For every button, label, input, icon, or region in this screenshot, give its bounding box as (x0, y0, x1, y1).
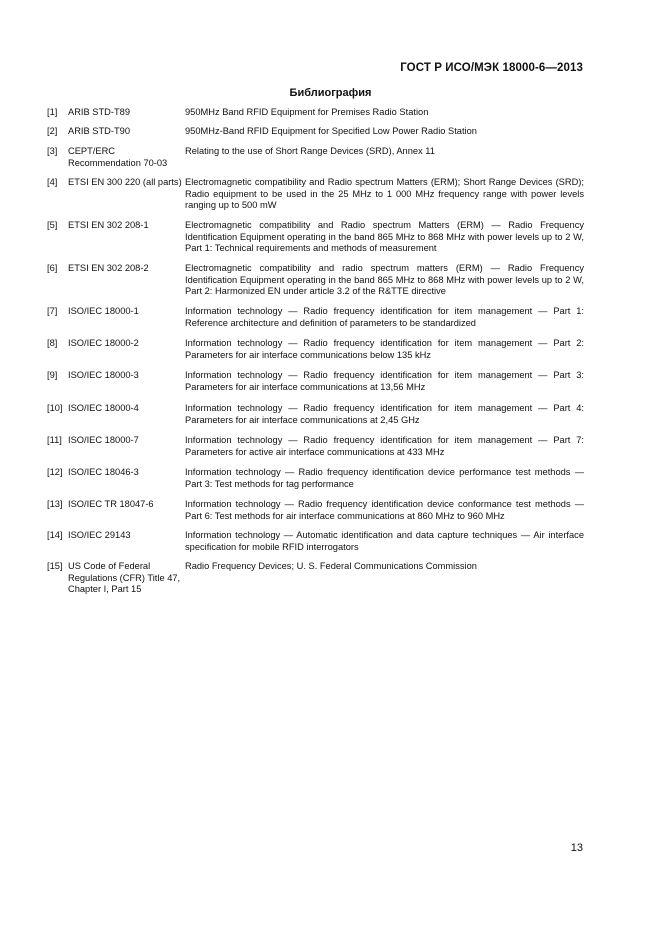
entry-description: 950MHz Band RFID Equipment for Premises Radio Station (185, 107, 429, 117)
entry-number: [15] (47, 561, 63, 571)
entry-description: Information technology — Radio frequency identification device performance test methods — Part 3: Test methods for tag performance (185, 467, 584, 489)
bibliography-entry (47, 146, 584, 177)
page-number: 13 (570, 842, 583, 854)
entry-number: [4] (47, 177, 58, 187)
bibliography-entry (47, 370, 584, 403)
entry-number: [7] (47, 306, 58, 316)
entry-reference: ETSI EN 300 220 (all parts) (68, 177, 182, 187)
entry-description: Information technology — Radio frequency identification for item management — Part 2: Parameters for air interface communications below 135 kHz (185, 338, 584, 360)
entry-description: Electromagnetic compatibility and radio spectrum matters (ERM) — Radio Frequency Identification Equipment operating in the band 865 MHz to 868 MHz with power levels up to 2 W, Part 2: Harmonized EN under article 3.2 of the R&TTE directive (185, 263, 584, 297)
entry-reference: ISO/IEC 18000-4 (68, 403, 139, 413)
entry-description: Information technology — Radio frequency identification for item management — Part 7: Parameters for active air interface communications at 433 MHz (185, 435, 584, 457)
bibliography-entry (47, 561, 584, 609)
bibliography-list (47, 107, 584, 609)
bibliography-entry (47, 107, 584, 126)
bibliography-entry (47, 499, 584, 530)
entry-reference: ISO/IEC 18046-3 (68, 467, 139, 477)
entry-reference: ISO/IEC 18000-3 (68, 370, 139, 380)
bibliography-entry (47, 403, 584, 435)
entry-description: Electromagnetic compatibility and Radio spectrum Matters (ERM) — Radio Frequency Identification Equipment operating in the band 865 MHz to 868 MHz with power levels up to 2 W, Part 1: Technical requirements and methods of measurement (185, 220, 584, 254)
entry-description: 950MHz-Band RFID Equipment for Specified Low Power Radio Station (185, 126, 477, 136)
entry-reference: ARIB STD-T89 (68, 107, 130, 117)
entry-reference: US Code of Federal Regulations (CFR) Title 47, Chapter I, Part 15 (68, 561, 181, 595)
entry-reference: ISO/IEC TR 18047-6 (68, 499, 154, 509)
bibliography-entry (47, 435, 584, 467)
entry-number: [1] (47, 107, 58, 117)
entry-reference: ETSI EN 302 208-2 (68, 263, 149, 273)
entry-number: [3] (47, 146, 58, 156)
bibliography-entry (47, 263, 584, 306)
bibliography-entry (47, 126, 584, 146)
entry-number: [5] (47, 220, 58, 230)
entry-reference: ISO/IEC 29143 (68, 530, 131, 540)
entry-description: Information technology — Radio frequency identification device conformance test methods — Part 6: Test methods for air interface communications at 860 MHz to 960 MHz (185, 499, 584, 521)
entry-number: [9] (47, 370, 58, 380)
bibliography-entry (47, 338, 584, 370)
entry-reference: ARIB STD-T90 (68, 126, 130, 136)
entry-number: [11] (47, 435, 62, 445)
entry-description: Information technology — Radio frequency identification for item management — Part 3: Parameters for air interface communications at 13,56 MHz (185, 370, 584, 392)
document-code-header: ГОСТ Р ИСО/МЭК 18000-6—2013 (400, 62, 583, 74)
entry-number: [10] (47, 403, 63, 413)
bibliography-entry (47, 177, 584, 220)
bibliography-entry (47, 530, 584, 561)
entry-description: Electromagnetic compatibility and Radio spectrum Matters (ERM); Short Range Devices (SRD); Radio equipment to be used in the 25 MHz to 1 000 MHz frequency range with power levels ranging up to 500 mW (185, 177, 584, 211)
entry-reference: ISO/IEC 18000-7 (68, 435, 139, 445)
bibliography-entry (47, 467, 584, 499)
entry-number: [6] (47, 263, 58, 273)
entry-reference: ISO/IEC 18000-1 (68, 306, 139, 316)
entry-number: [8] (47, 338, 58, 348)
bibliography-entry (47, 306, 584, 338)
bibliography-title: Библиография (289, 87, 372, 99)
entry-description: Information technology — Radio frequency identification for item management — Part 4: Parameters for air interface communications at 2,45 GHz (185, 403, 584, 425)
entry-reference: ETSI EN 302 208-1 (68, 220, 149, 230)
entry-number: [14] (47, 530, 63, 540)
entry-number: [12] (47, 467, 63, 477)
entry-number: [2] (47, 126, 58, 136)
entry-description: Information technology — Radio frequency identification for item management — Part 1: Reference architecture and definition of parameters to be standardized (185, 306, 584, 328)
entry-number: [13] (47, 499, 63, 509)
entry-reference: ISO/IEC 18000-2 (68, 338, 139, 348)
entry-description: Radio Frequency Devices; U. S. Federal Communications Commission (185, 561, 477, 571)
entry-description: Information technology — Automatic identification and data capture techniques — Air interface specification for mobile RFID interrogators (185, 530, 584, 552)
entry-reference: CEPT/ERC Recommendation 70-03 (68, 146, 168, 168)
bibliography-entry (47, 220, 584, 263)
entry-description: Relating to the use of Short Range Devices (SRD), Annex 11 (185, 146, 435, 156)
